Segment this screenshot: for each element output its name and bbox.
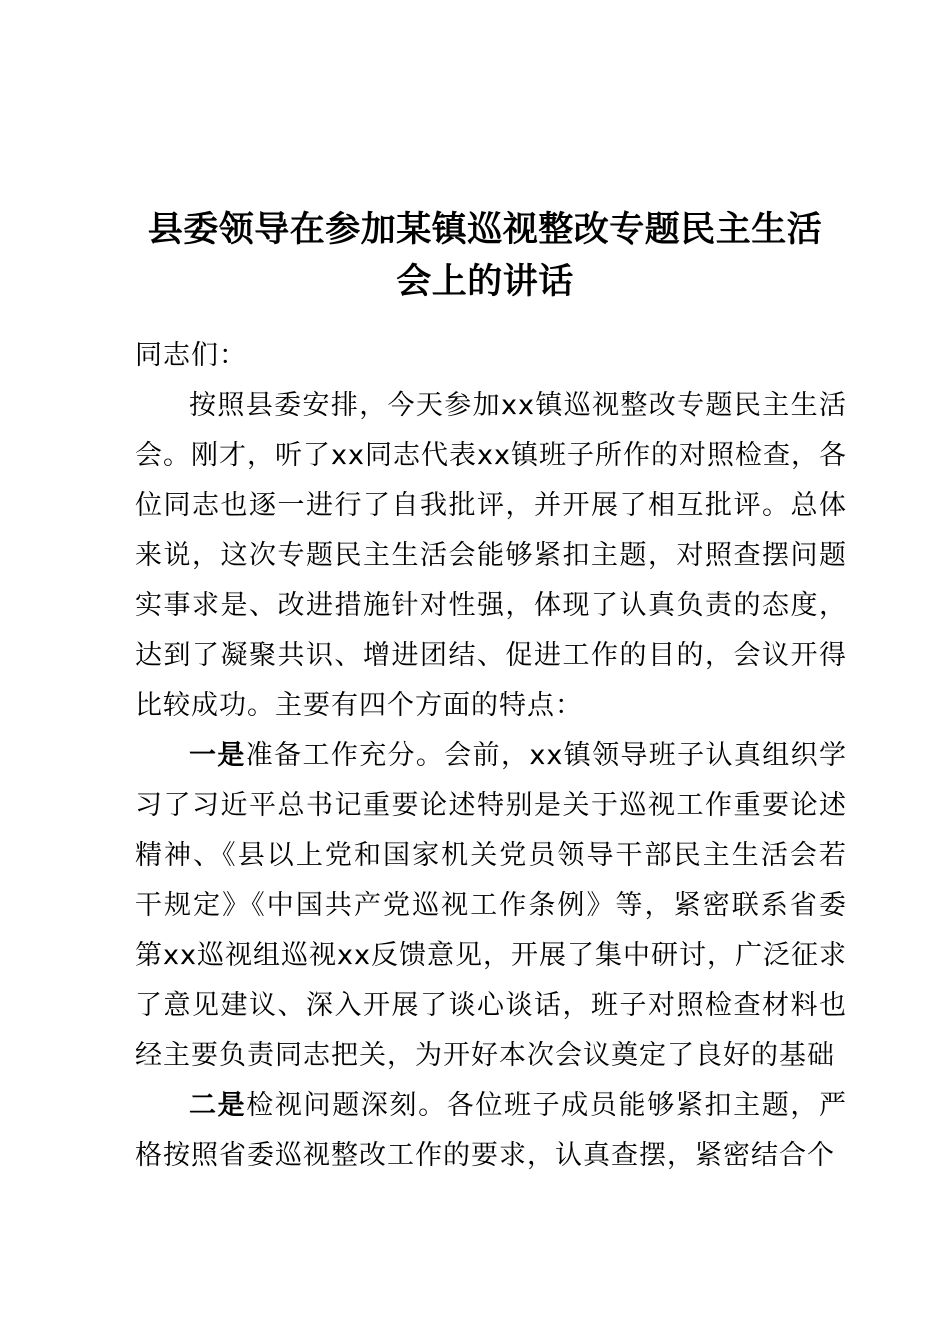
salutation: 同志们： bbox=[135, 340, 247, 371]
paragraph-text: 检视问题深刻。各位班子成员能够紧扣主题，严格按照省委巡视整改工作的要求，认真查摆，紧密结合个 bbox=[135, 1090, 848, 1171]
paragraph-point-two bbox=[135, 1081, 847, 1181]
paragraph-intro bbox=[135, 381, 847, 731]
paragraph-text: 按照县委安排，今天参加xx镇巡视整改专题民主生活会。刚才，听了xx同志代表xx镇班子所作的对照检查，各位同志也逐一进行了自我批评，并开展了相互批评。总体来说，这次专题民主生活会能够紧扣主题，对照查摆问题实事求是、改进措施针对性强，体现了认真负责的态度，达到了凝聚共识、增进团结、促进工作的目的，会议开得比较成功。主要有四个方面的特点： bbox=[135, 390, 847, 721]
paragraph-point-one bbox=[135, 731, 847, 1081]
title-line-1: 县委领导在参加某镇巡视整改专题民主生活 bbox=[147, 210, 823, 250]
document-title bbox=[120, 204, 850, 308]
title-line-2: 会上的讲话 bbox=[396, 262, 574, 302]
paragraph-text: 准备工作充分。会前，xx镇领导班子认真组织学习了习近平总书记重要论述特别是关于巡视工作重要论述精神、《县以上党和国家机关党员领导干部民主生活会若干规定》《中国共产党巡视工作条例》等，紧密联系省委第xx巡视组巡视xx反馈意见，开展了集中研讨，广泛征求了意见建议、深入开展了谈心谈话，班子对照检查材料也经主要负责同志把关，为开好本次会议奠定了良好的基础 bbox=[135, 740, 847, 1071]
paragraph-lead: 一是 bbox=[189, 740, 246, 771]
paragraph-lead: 二是 bbox=[189, 1090, 247, 1121]
document-body bbox=[135, 331, 847, 1181]
